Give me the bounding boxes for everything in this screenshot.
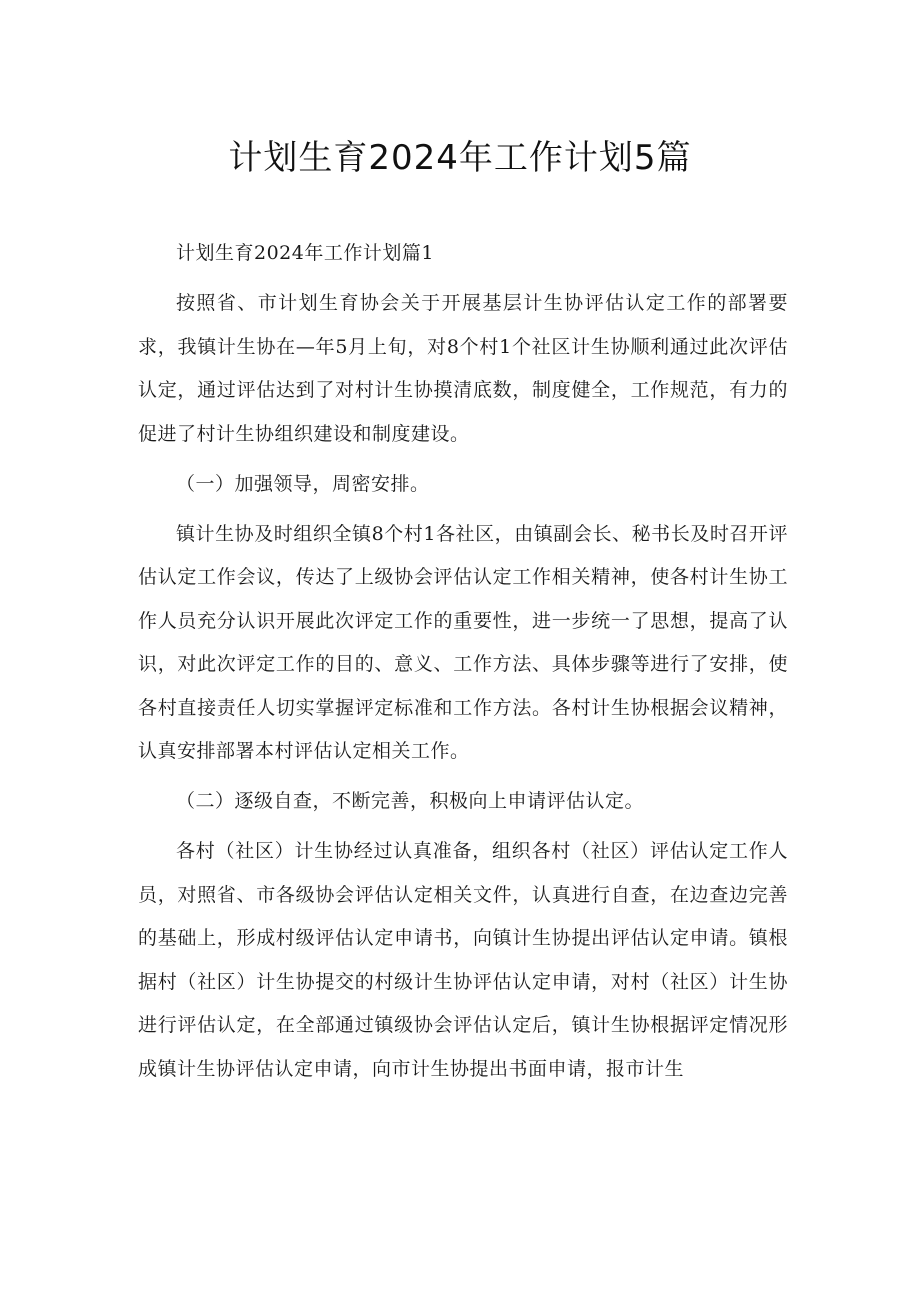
- document-title: 计划生育2024年工作计划5篇: [228, 138, 692, 178]
- section-heading: 计划生育2024年工作计划篇1: [176, 242, 434, 264]
- paragraph-1: 镇计生协及时组织全镇8个村1各社区，由镇副会长、秘书长及时召开评估认定工作会议，传达了上级协会评估认定工作相关精神，使各村计生协工作人员充分认识开展此次评定工作的重要性，进一步统一了思想，提高了认识，对此次评定工作的目的、意义、工作方法、具体步骤等进行了安排，使各村直接责任人切实掌握评定标准和工作方法。各村计生协根据会议精神，认真安排部署本村评估认定相关工作。: [138, 522, 788, 762]
- document-body: [138, 232, 788, 1098]
- paragraph-2: 各村（社区）计生协经过认真准备，组织各村（社区）评估认定工作人员，对照省、市各级协会评估认定相关文件，认真进行自查，在边查边完善的基础上，形成村级评估认定申请书，向镇计生协提出评估认定申请。镇根据村（社区）计生协提交的村级计生协评估认定申请，对村（社区）计生协进行评估认定，在全部通过镇级协会评估认定后，镇计生协根据评定情况形成镇计生协评估认定申请，向市计生协提出书面申请，报市计生: [138, 840, 788, 1080]
- subheading-1: （一）加强领导，周密安排。: [176, 472, 430, 495]
- paragraph-intro: 按照省、市计划生育协会关于开展基层计生协评估认定工作的部署要求，我镇计生协在—年5月上旬，对8个村1个社区计生协顺利通过此次评估认定，通过评估达到了对村计生协摸清底数，制度健全，工作规范，有力的促进了村计生协组织建设和制度建设。: [138, 292, 788, 445]
- subheading-2: （二）逐级自查，不断完善，积极向上申请评估认定。: [176, 790, 645, 812]
